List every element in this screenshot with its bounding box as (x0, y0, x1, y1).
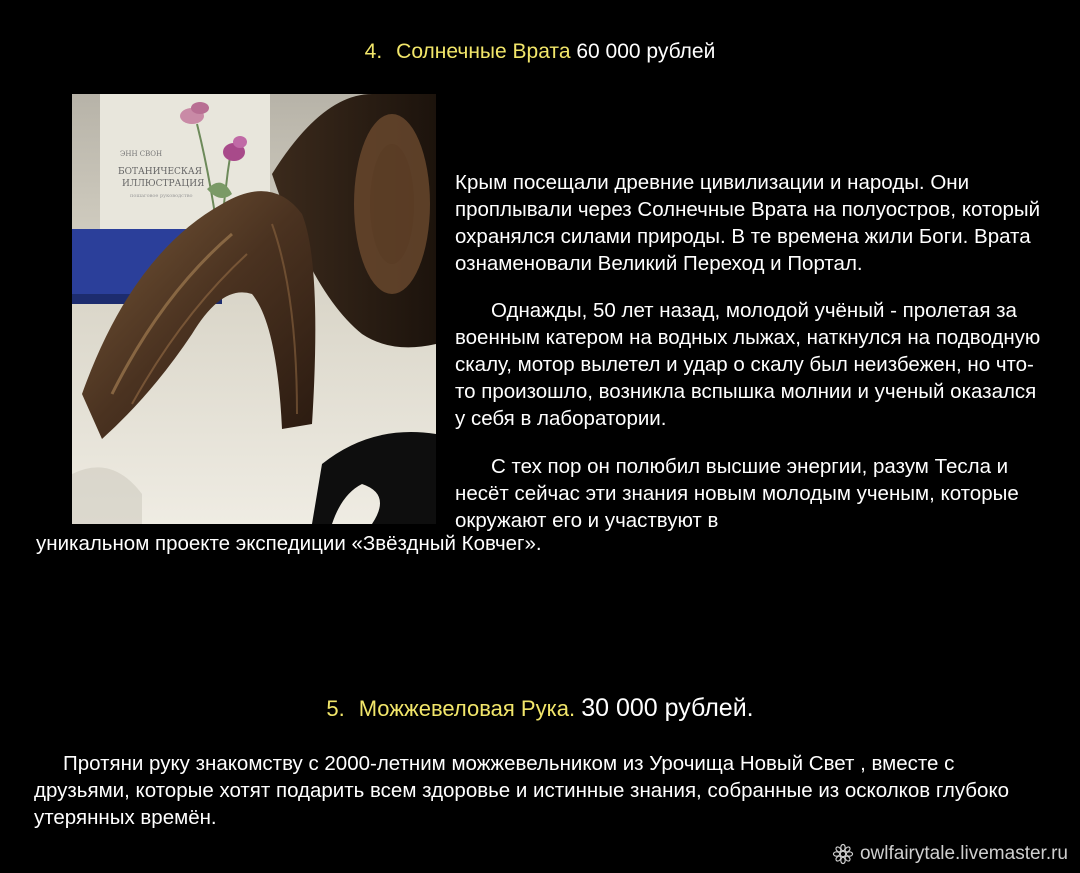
item4-number: 4. (364, 40, 383, 63)
story-paragraph-2: Однажды, 50 лет назад, молодой учёный - пролетая за военным катером на водных лыжах, наткнулся на подводную скалу, мотор вылетел и удар о скалу был неизбежен, но что-то произошло, возникла вспышка молнии и ученый оказался у себя в лаборатории. (455, 299, 1041, 430)
item5-heading (0, 694, 1080, 723)
item4-heading (0, 40, 1080, 64)
book-author: ЭНН СВОН (120, 150, 163, 158)
item4-price: 60 000 рублей (576, 40, 716, 63)
book-title-1: БОТАНИЧЕСКАЯ (118, 167, 202, 177)
item5-number: 5. (326, 696, 345, 721)
book-subtitle: пошаговое руководство (130, 193, 193, 199)
watermark-text: owlfairytale.livemaster.ru (859, 843, 1068, 864)
dark-strap (312, 432, 436, 524)
book-title-2: ИЛЛЮСТРАЦИЯ (122, 179, 205, 189)
story-paragraph-3-tail: уникальном проекте экспедиции «Звёздный Ковчег». (36, 532, 542, 555)
story-text (455, 148, 1045, 554)
story-paragraph-1: Крым посещали древние цивилизации и народы. Они проплывали через Солнечные Врата на полуостров, который охранялся силами природы. В те времена жили Боги. Врата ознаменовали Великий Переход и Портал. (455, 170, 1041, 275)
item4-name: Солнечные Врата (396, 40, 571, 63)
product-photo (72, 94, 436, 524)
item5-description: Протяни руку знакомству с 2000-летним можжевельником из Урочища Новый Свет , вместе с друзьями, которые хотят подарить всем здоровье и истинные знания, собранные из осколков глубоко утерянных времён. (34, 752, 1010, 829)
flower-icon (832, 843, 854, 865)
watermark (832, 843, 1068, 865)
item5-price: 30 000 рублей. (581, 694, 754, 722)
story-paragraph-3: С тех пор он полюбил высшие энергии, разум Тесла и несёт сейчас эти знания новым молодым ученым, которые окружают его и участвуют в (455, 454, 1019, 532)
item5-name: Можжевеловая Рука. (358, 696, 576, 721)
